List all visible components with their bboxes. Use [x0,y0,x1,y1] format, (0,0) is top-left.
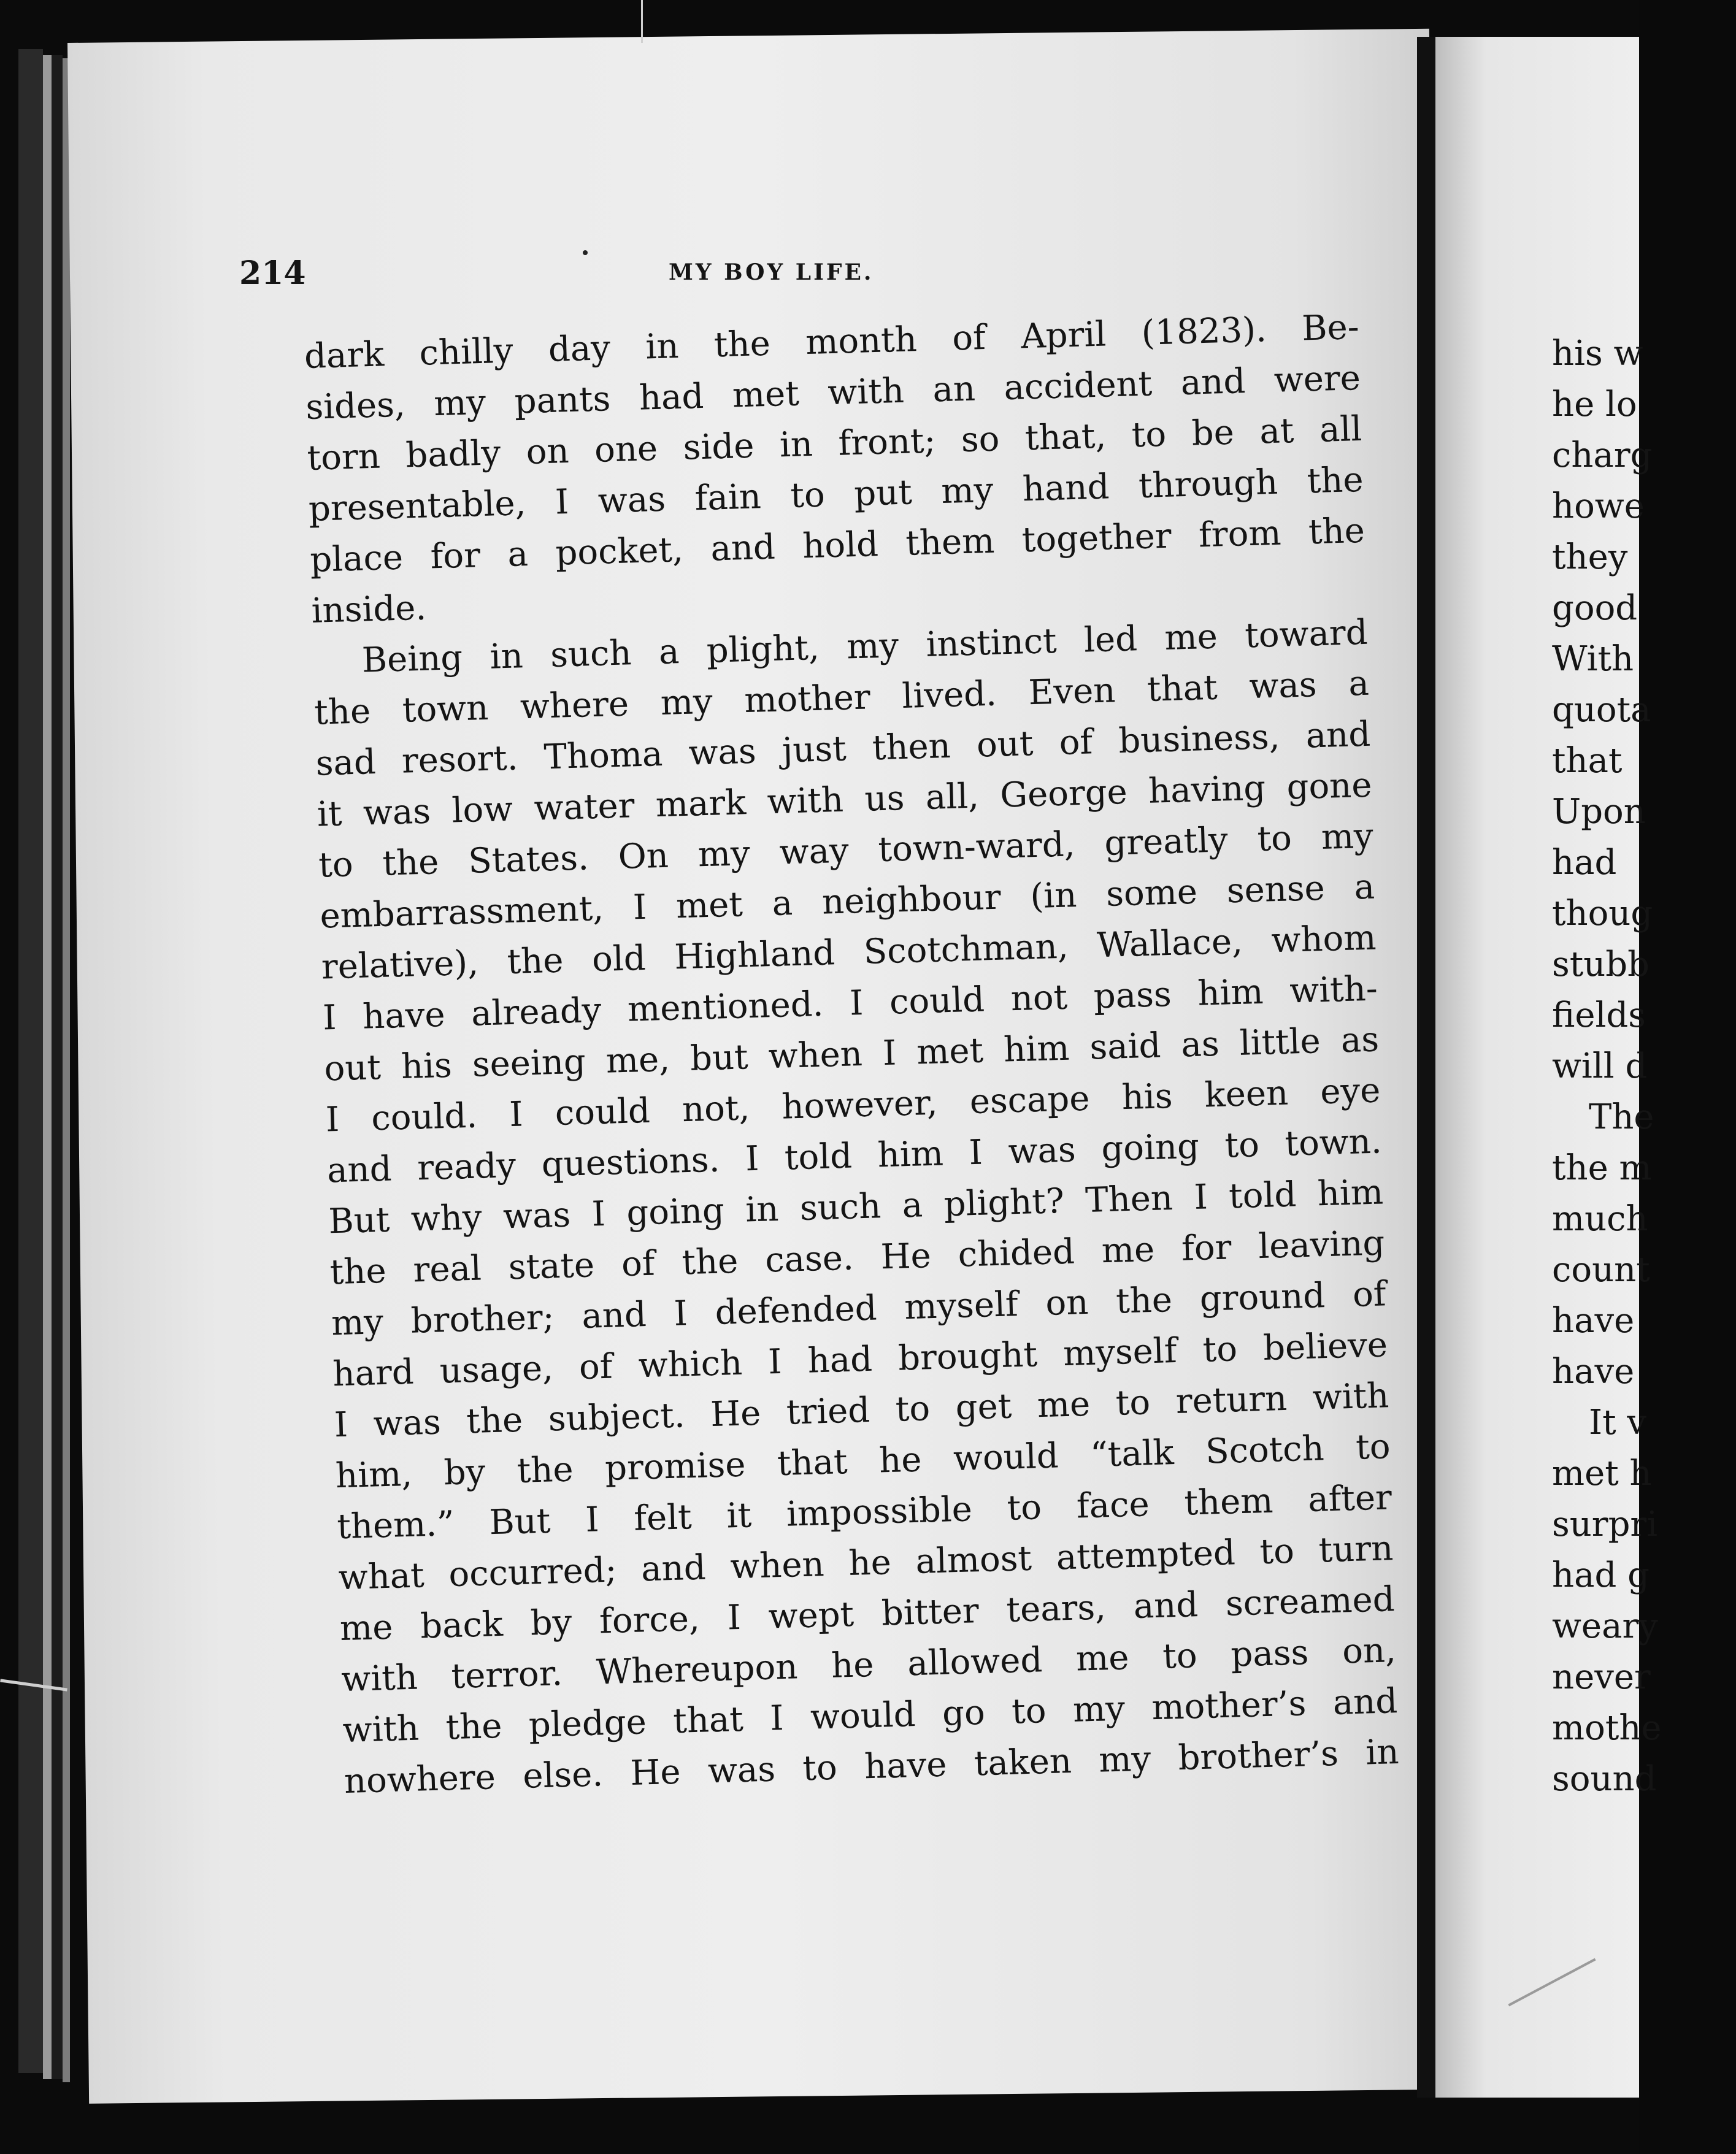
page-number: 214 [239,255,306,292]
text-line-fragment: that [1552,741,1623,781]
text-line-fragment: good [1552,588,1638,628]
text-line-fragment: count [1552,1250,1650,1290]
text-line-fragment: his w [1552,334,1643,374]
text-line: dark chilly day in the month of April (1823). Be- [304,307,1360,377]
right-page-text [1552,328,1736,1804]
text-line: out his seeing me, but when I met him said as little as [323,1019,1380,1089]
text-line: to the States. On my way town-ward, greatly to my [318,816,1374,886]
text-line-fragment: never [1552,1657,1651,1697]
running-head [239,248,1368,297]
text-line-fragment: have [1552,1301,1635,1341]
book-edge [43,55,52,2079]
body-text [304,302,1400,1807]
running-title: MY BOY LIFE. [669,259,874,285]
text-line: them.” But I felt it impossible to face them after [336,1478,1392,1547]
text-line-fragment: will d [1552,1046,1648,1086]
text-line-fragment: stubb [1552,945,1650,984]
text-line-fragment: have [1552,1352,1635,1392]
text-line: with the pledge that I would go to my mother’s and [342,1681,1398,1751]
text-line-fragment: he lo [1552,385,1637,424]
text-line-fragment: howe [1552,486,1645,526]
text-line: what occurred; and when he almost attempted to turn [337,1528,1394,1598]
text-line: my brother; and I defended myself on the ground of [331,1274,1387,1344]
text-line-fragment: quota [1552,690,1651,730]
text-line-fragment: much [1552,1199,1648,1239]
text-line: the real state of the case. He chided me for leaving [329,1223,1386,1293]
text-line: hard usage, of which I had brought myself to believe [332,1325,1388,1395]
text-line-fragment: The [1589,1097,1654,1137]
text-line: relative), the old Highland Scotchman, Wallace, whom [321,918,1377,987]
text-line-fragment: weary [1552,1606,1658,1646]
text-line-fragment: they [1552,537,1628,577]
scan-speck [583,250,588,255]
book-edge [63,58,70,2082]
text-line: place for a pocket, and hold them together from the [309,510,1365,580]
text-line: presentable, I was fain to put my hand through the [308,459,1364,529]
text-line: sides, my pants had met with an accident and were [305,358,1361,427]
text-line: But why was I going in such a plight? Then I told him [328,1172,1384,1242]
text-line: with terror. Whereupon he allowed me to pass on, [340,1630,1397,1700]
text-line: I could. I could not, however, escape his keen eye [325,1070,1381,1140]
text-line-fragment: met h [1552,1454,1652,1493]
text-line: sad resort. Thoma was just then out of business, and [315,714,1371,784]
book-edge [52,55,63,2079]
text-line-fragment: fields [1552,995,1646,1035]
book-edge [18,49,43,2073]
text-line-fragment: had g [1552,1555,1650,1595]
text-line: the town where my mother lived. Even that was a [313,663,1370,733]
text-line: it was low water mark with us all, George having gone [317,765,1373,835]
text-line-fragment: It v [1589,1403,1647,1443]
book-gutter [1417,37,1435,2098]
text-line: torn badly on one side in front; so that, to be at all [306,408,1363,478]
text-line: I have already mentioned. I could not pass him with- [322,968,1378,1038]
text-line-fragment: charg [1552,435,1653,475]
text-line-fragment: With [1552,639,1634,679]
text-line-fragment: sound [1552,1759,1657,1799]
scan-scratch [641,0,643,43]
text-line-fragment: mothe [1552,1708,1662,1748]
text-line-fragment: Upon [1552,792,1646,832]
text-line-fragment: thoug [1552,894,1653,933]
text-line: embarrassment, I met a neighbour (in some sense a [319,867,1375,937]
text-line: nowhere else. He was to have taken my brother’s in [344,1732,1400,1802]
text-line: and ready questions. I told him I was going to town. [326,1121,1383,1191]
text-line: him, by the promise that he would “talk Scotch to [335,1427,1391,1497]
text-line-fragment: surpri [1552,1504,1658,1544]
text-line: inside. [310,588,428,631]
text-line: Being in such a plight, my instinct led me toward [361,612,1369,681]
text-line-fragment: had [1552,843,1617,883]
text-line: I was the subject. He tried to get me to return with [333,1376,1390,1446]
text-line: me back by force, I wept bitter tears, and screamed [339,1579,1396,1649]
text-line-fragment: the m [1552,1148,1652,1188]
